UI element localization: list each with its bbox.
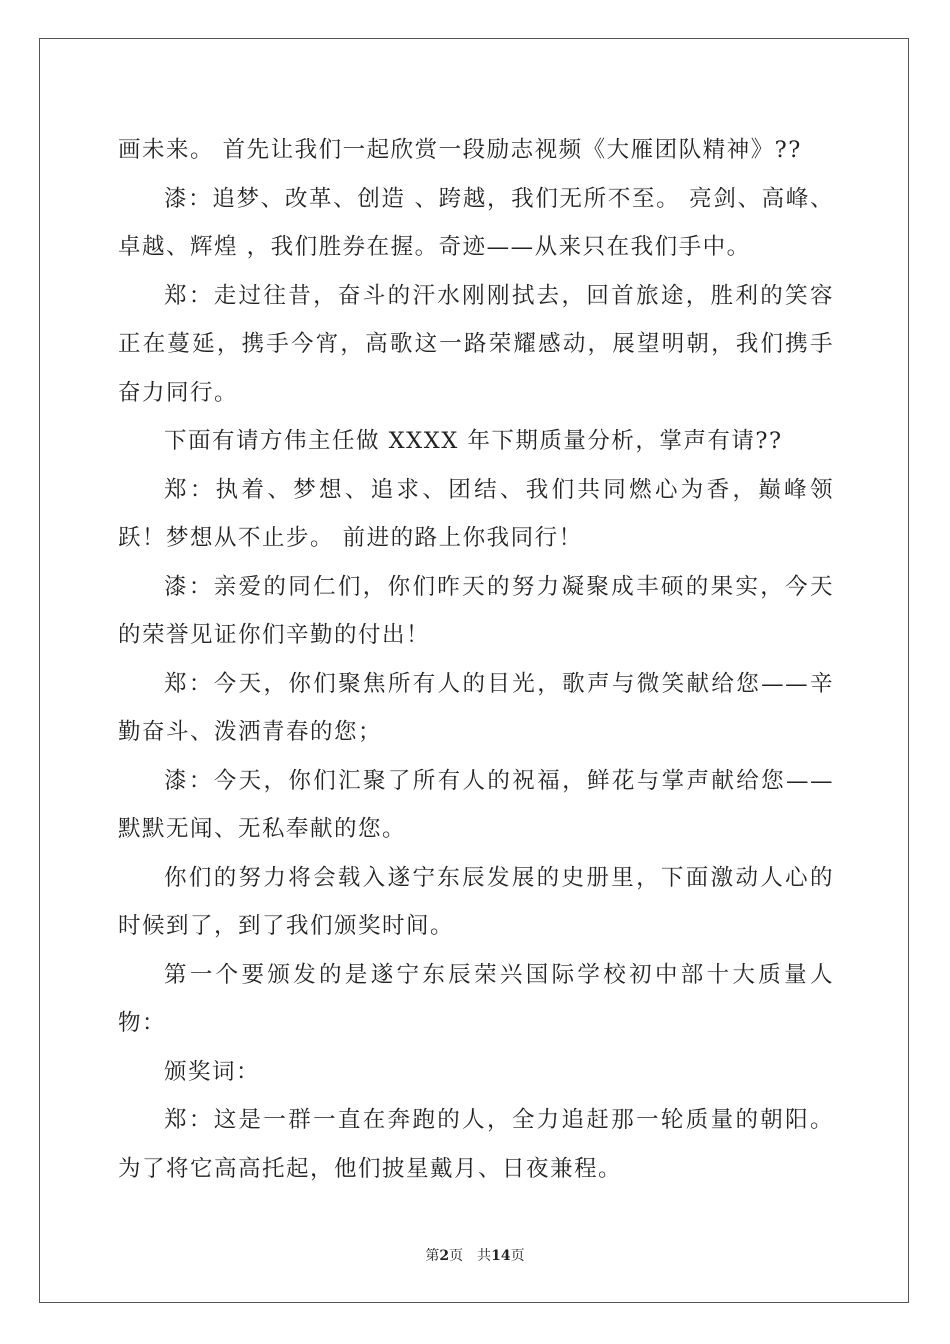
paragraph: 漆：亲爱的同仁们，你们昨天的努力凝聚成丰硕的果实，今天的荣誉见证你们辛勤的付出！ bbox=[118, 573, 834, 648]
paragraph: 郑：执着、梦想、追求、团结、我们共同燃心为香，巅峰领跃！梦想从不止步。 前进的路上你我同行！ bbox=[118, 476, 834, 551]
paragraph: 下面有请方伟主任做 XXXX 年下期质量分析，掌声有请?? bbox=[164, 428, 783, 454]
footer-prefix: 第 bbox=[425, 1248, 440, 1264]
paragraph: 郑：走过往昔，奋斗的汗水刚刚拭去，回首旅途，胜利的笑容正在蔓延，携手今宵，高歌这一路荣耀感动，展望明朝，我们携手奋力同行。 bbox=[118, 282, 834, 406]
paragraph: 漆：追梦、改革、创造 、跨越，我们无所不至。 亮剑、高峰、卓越、辉煌 ，我们胜券在握。奇迹——从来只在我们手中。 bbox=[118, 185, 834, 260]
page-footer bbox=[0, 1245, 950, 1265]
paragraph: 郑：今天，你们聚焦所有人的目光，歌声与微笑献给您——辛勤奋斗、泼洒青春的您； bbox=[118, 670, 834, 745]
total-page-count: 14 bbox=[491, 1248, 511, 1264]
paragraph: 漆：今天，你们汇聚了所有人的祝福，鲜花与掌声献给您——默默无闻、无私奉献的您。 bbox=[118, 767, 834, 842]
paragraph: 画未来。 首先让我们一起欣赏一段励志视频《大雁团队精神》?? bbox=[118, 137, 802, 163]
footer-suffix: 页 bbox=[510, 1248, 525, 1264]
paragraph: 郑：这是一群一直在奔跑的人，全力追赶那一轮质量的朝阳。为了将它高高托起，他们披星戴月、日夜兼程。 bbox=[118, 1107, 834, 1182]
paragraph: 颁奖词： bbox=[164, 1058, 261, 1085]
paragraph: 第一个要颁发的是遂宁东辰荣兴国际学校初中部十大质量人物： bbox=[118, 961, 834, 1036]
footer-mid: 页 共 bbox=[449, 1248, 492, 1264]
document-body bbox=[118, 126, 834, 1193]
paragraph: 你们的努力将会载入遂宁东辰发展的史册里，下面激动人心的时候到了，到了我们颁奖时间。 bbox=[118, 864, 834, 939]
current-page-number: 2 bbox=[439, 1248, 450, 1264]
